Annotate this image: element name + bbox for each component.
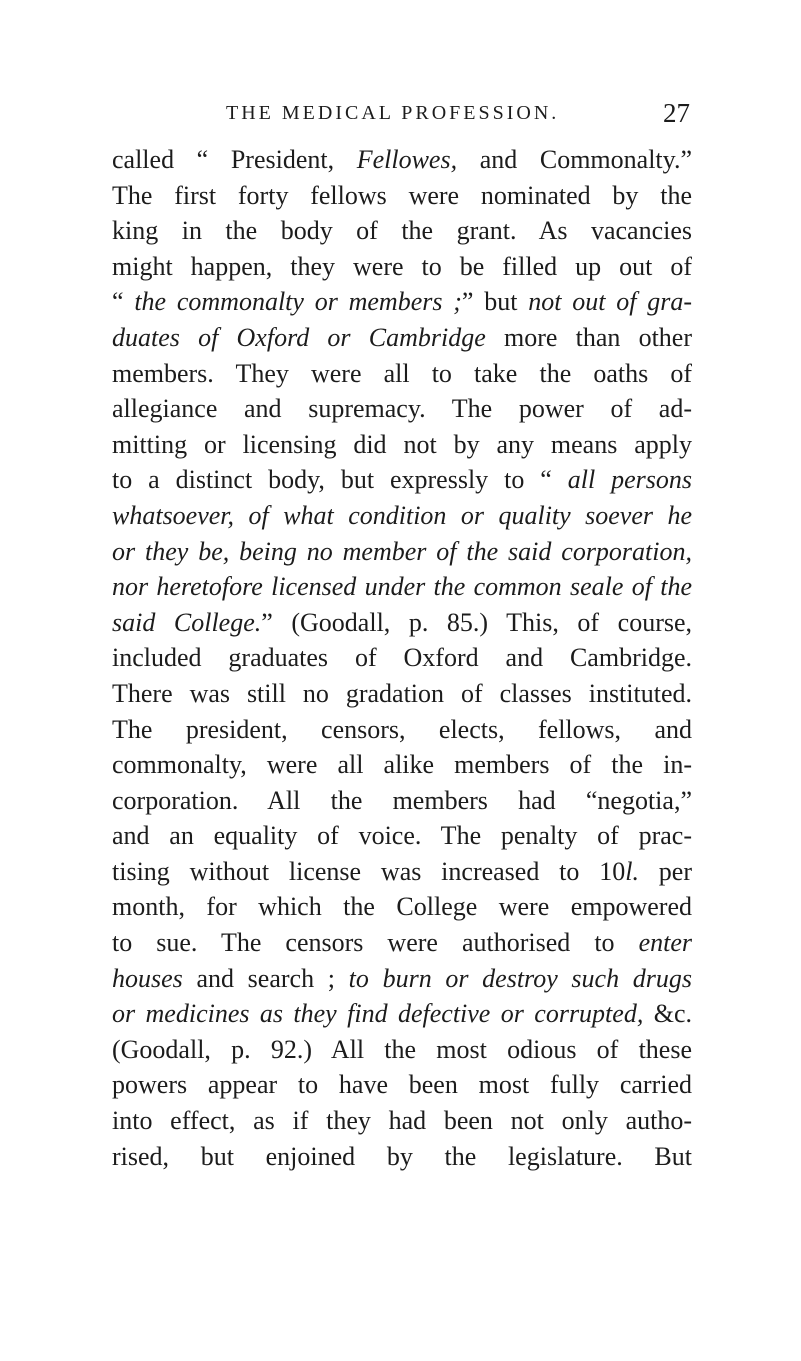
- text-run: called “ President,: [112, 145, 357, 174]
- italic-text-run: whatsoever, of what condition or quality soever he: [112, 500, 692, 530]
- text-line: [112, 747, 692, 783]
- text-line: [112, 640, 692, 676]
- text-run: per: [638, 856, 692, 886]
- italic-text-run: l.: [625, 856, 639, 886]
- italic-text-run: all persons: [567, 465, 692, 495]
- text-line: [112, 462, 692, 498]
- text-run: members. They were all to take the oaths of: [112, 358, 692, 388]
- italic-text-run: houses: [112, 963, 183, 993]
- text-line: [112, 249, 692, 285]
- text-run: might happen, they were to be filled up out of: [112, 251, 692, 281]
- text-line: [112, 1139, 692, 1175]
- text-line: [112, 676, 692, 712]
- text-run: into effect, as if they had been not only autho-: [112, 1106, 692, 1136]
- text-run: powers appear to have been most fully carried: [112, 1070, 692, 1100]
- text-line: [112, 320, 692, 356]
- text-run: The first forty fellows were nominated by the: [112, 180, 692, 210]
- text-line: [112, 427, 692, 463]
- text-run: rised, but enjoined by the legislature. But: [112, 1141, 692, 1171]
- text-line: [112, 961, 692, 997]
- italic-text-run: duates of Oxford or Cambridge: [112, 322, 486, 352]
- text-line: [112, 1067, 692, 1103]
- text-line: [112, 356, 692, 392]
- text-line: [112, 783, 692, 819]
- text-line: [112, 178, 692, 214]
- page-number: 27: [663, 98, 690, 128]
- italic-text-run: or medicines as they find defective or corrupted,: [112, 999, 644, 1029]
- text-run: and search ;: [182, 963, 349, 993]
- italic-text-run: the commonalty or members ;: [134, 287, 462, 317]
- text-line: [112, 854, 692, 890]
- text-run: commonalty, were all alike members of the in-: [112, 750, 692, 780]
- text-run: more than other: [485, 322, 692, 352]
- text-run: month, for which the College were empowered: [112, 892, 692, 922]
- text-run: to a distinct body, but expressly to “: [112, 465, 568, 495]
- text-run: corporation. All the members had “negotia,”: [112, 785, 692, 815]
- italic-text-run: nor heretofore licensed under the common seale of the: [112, 572, 692, 602]
- text-run: allegiance and supremacy. The power of ad-: [112, 394, 692, 424]
- italic-text-run: or they be, being no member of the said corporation,: [112, 536, 692, 566]
- text-line: [112, 534, 692, 570]
- text-run: included graduates of Oxford and Cambridge.: [112, 643, 692, 673]
- text-line: [112, 498, 692, 534]
- text-run: (Goodall, p. 92.) All the most odious of these: [112, 1034, 692, 1064]
- text-line: [112, 213, 692, 249]
- text-run: king in the body of the grant. As vacancies: [112, 216, 692, 246]
- text-run: tising without license was increased to 10: [112, 856, 626, 886]
- text-run: and an equality of voice. The penalty of prac-: [112, 821, 692, 851]
- text-line: [112, 1032, 692, 1068]
- text-line: [112, 1103, 692, 1139]
- italic-text-run: enter: [638, 928, 692, 958]
- text-line: [112, 569, 692, 605]
- text-run: ” but: [461, 287, 529, 317]
- text-run: &c.: [643, 999, 692, 1029]
- text-run: ” (Goodall, p. 85.) This, of course,: [261, 607, 692, 637]
- italic-text-run: to burn or destroy such drugs: [348, 963, 692, 993]
- italic-text-run: said College.: [112, 607, 262, 637]
- text-line: [112, 142, 692, 178]
- text-line: [112, 818, 692, 854]
- text-line: [112, 925, 692, 961]
- text-line: [112, 605, 692, 641]
- text-line: [112, 889, 692, 925]
- text-run: The president, censors, elects, fellows, and: [112, 714, 692, 744]
- text-run: There was still no gradation of classes instituted.: [112, 678, 692, 708]
- text-run: to sue. The censors were authorised to: [112, 928, 639, 958]
- text-run: “: [112, 287, 135, 317]
- italic-text-run: Fellowes,: [356, 145, 458, 174]
- italic-text-run: not out of gra-: [528, 287, 692, 317]
- text-line: [112, 996, 692, 1032]
- body-text: [112, 142, 692, 1174]
- text-line: [112, 712, 692, 748]
- running-head: [112, 98, 690, 132]
- text-run: and Commonalty.”: [457, 145, 692, 174]
- running-head-title: THE MEDICAL PROFESSION.: [226, 102, 560, 124]
- text-run: mitting or licensing did not by any means apply: [112, 429, 692, 459]
- text-line: [112, 284, 692, 320]
- text-line: [112, 391, 692, 427]
